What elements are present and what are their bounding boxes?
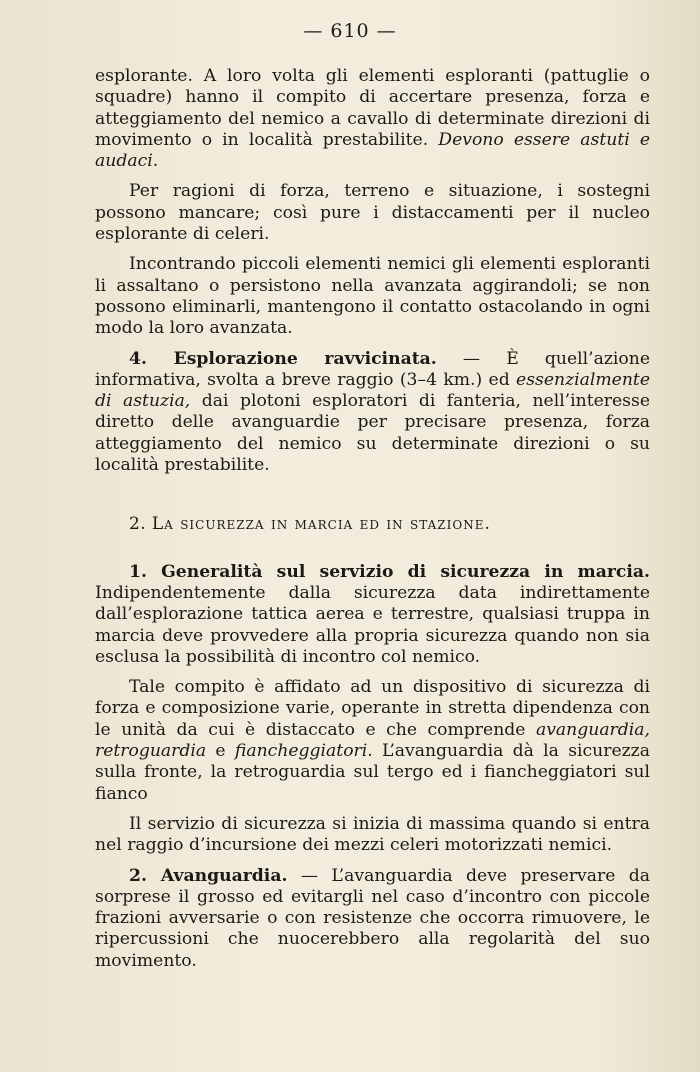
paragraph-text: e	[206, 741, 235, 762]
section-number: 2.	[129, 514, 147, 535]
paragraph-continuation	[95, 66, 650, 172]
paragraph-generalita	[95, 562, 650, 668]
paragraph-esplorazione-ravvicinata	[95, 349, 650, 477]
paragraph-text: — È quell’azione informativa, svolta a breve raggio (3–4 km.) ed	[95, 348, 650, 390]
section-title: La sicurezza in marcia ed in stazione.	[151, 514, 491, 535]
paragraph-text: dai plotoni esploratori di fanteria, nell’interesse diretto delle avanguardie per precisare presenza, forza atteggiamento del nemico su determinate direzioni o su località prestabilite.	[95, 391, 650, 476]
paragraph-text: esplorante. A loro volta gli elementi esploranti (pattuglie o squadre) hanno il compito di accertare presenza, forza e atteggiamento del nemico a cavallo di determinate direzioni di movimento o in località prestabilite.	[95, 66, 650, 150]
paragraph-compito	[95, 677, 650, 805]
paragraph-text: — L’avanguardia deve preservare da sorprese il grosso ed evitargli nel caso d’incontro con piccole frazioni avversarie o con resistenze che occorra rimuovere, le ripercussioni che nuocerebbero alla regolarità del suo movimento.	[95, 865, 651, 971]
paragraph-servizio: Il servizio di sicurezza si inizia di massima quando si entra nel raggio d’incursione dei mezzi celeri motorizzati nemici.	[95, 813, 650, 856]
paragraph-text: L’avanguardia dà la sicurezza sulla fronte, la retroguardia sul tergo ed i fiancheggiatori sul fianco	[95, 741, 650, 804]
paragraph-incontrando: Incontrando piccoli elementi nemici gli elementi esploranti li assaltano o persistono nella avanzata aggirandoli; se non possono eliminarli, mantengono il contatto ostacolando in ogni modo la loro avanzata.	[95, 254, 650, 339]
paragraph-avanguardia	[95, 866, 650, 972]
paragraph-text: Tale compito è affidato ad un dispositivo di sicurezza di forza e composizione varie, operante in stretta dipendenza con le unità da cui è distaccato e che comprende	[95, 677, 650, 740]
paragraph-heading: 4. Esplorazione ravvicinata.	[129, 348, 437, 369]
page-number: — 610 —	[303, 20, 397, 42]
paragraph-heading: 1. Generalità sul servizio di sicurezza in marcia.	[129, 561, 650, 582]
section-heading	[129, 514, 650, 535]
paragraph-sostegni: Per ragioni di forza, terreno e situazione, i sostegni possono mancare; così pure i distaccamenti per il nucleo esplorante di celeri.	[95, 181, 650, 245]
paragraph-text: Indipendentemente dalla sicurezza data indirettamente dall’esplorazione tattica aerea e terrestre, qualsiasi truppa in marcia deve provvedere alla propria sicurezza quando non sia esclusa la possibilità di incontro col nemico.	[95, 582, 650, 667]
emphasis-text: fiancheggiatori.	[234, 741, 373, 762]
paragraph-heading: 2. Avanguardia.	[129, 865, 288, 886]
emphasis-text: Devono essere astuti e audaci.	[95, 129, 650, 172]
emphasis-text: essenzialmente di astuzia,	[95, 369, 650, 412]
page-body	[95, 66, 650, 981]
emphasis-text: avanguardia, retroguardia	[95, 719, 650, 762]
